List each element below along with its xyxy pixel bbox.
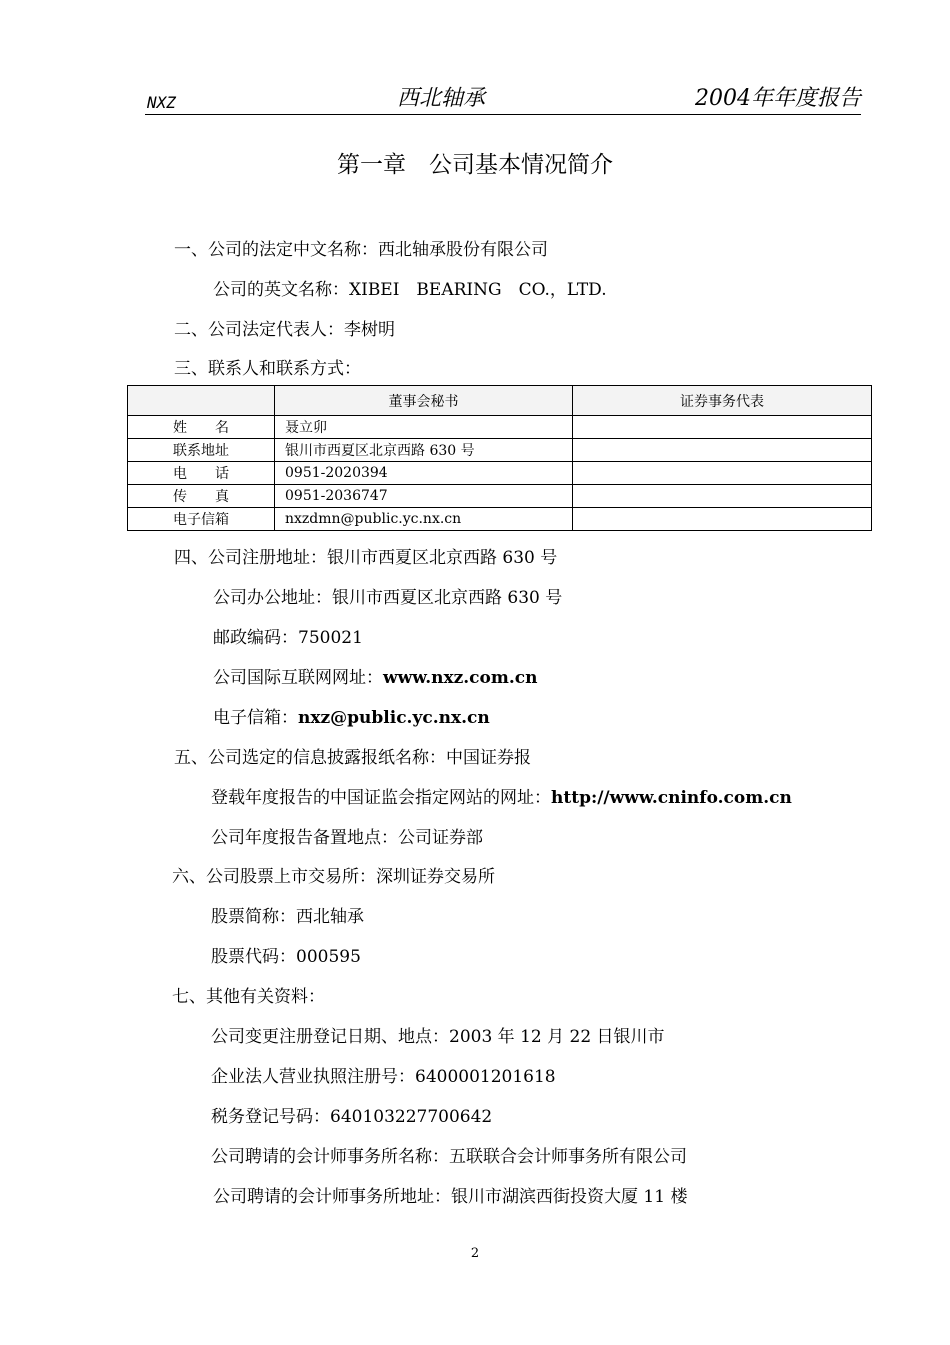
table-header-row	[128, 386, 872, 416]
chapter-title: 第一章 公司基本情况简介	[337, 152, 613, 178]
secretary-cell: nxzdmn@public.yc.nx.cn	[275, 508, 573, 531]
change-registration-line: 公司变更注册登记日期、地点：2003 年 12 月 22 日银川市	[211, 1027, 665, 1047]
legal-rep-line: 二、公司法定代表人：李树明	[174, 320, 395, 340]
table-header-cell	[128, 386, 275, 416]
stock-code-line: 股票代码：000595	[211, 947, 361, 967]
website-label: 公司国际互联网网址：	[213, 668, 383, 688]
contact-table	[127, 385, 872, 531]
rep-cell	[573, 508, 872, 531]
newspaper-line: 五、公司选定的信息披露报纸名称：中国证券报	[174, 748, 531, 768]
rep-cell	[573, 462, 872, 485]
table-row	[128, 485, 872, 508]
table-header-cell: 董事会秘书	[275, 386, 573, 416]
row-label: 姓 名	[128, 416, 275, 439]
secretary-cell: 聂立卯	[275, 416, 573, 439]
secretary-cell: 0951-2020394	[275, 462, 573, 485]
secretary-cell: 0951-2036747	[275, 485, 573, 508]
row-label: 联系地址	[128, 439, 275, 462]
accountant-address-line: 公司聘请的会计师事务所地址：银川市湖滨西街投资大厦 11 楼	[213, 1187, 688, 1207]
tax-line: 税务登记号码：640103227700642	[211, 1107, 493, 1127]
row-label: 电 话	[128, 462, 275, 485]
header-report-title: 2004年年度报告	[695, 86, 861, 111]
header-company-code: NXZ	[147, 93, 176, 112]
website-link[interactable]: www.nxz.com.cn	[383, 668, 538, 688]
email-link[interactable]: nxz@public.yc.nx.cn	[298, 708, 490, 728]
table-row	[128, 416, 872, 439]
other-heading: 七、其他有关资料：	[172, 987, 325, 1007]
rep-cell	[573, 439, 872, 462]
secretary-cell: 银川市西夏区北京西路 630 号	[275, 439, 573, 462]
site-link[interactable]: http://www.cninfo.com.cn	[551, 788, 792, 808]
stock-name-line: 股票简称：西北轴承	[211, 907, 364, 927]
row-label: 传 真	[128, 485, 275, 508]
archive-line: 公司年度报告备置地点：公司证券部	[211, 828, 483, 848]
header-company-name: 西北轴承	[397, 86, 486, 111]
row-label: 电子信箱	[128, 508, 275, 531]
chinese-name-line: 一、公司的法定中文名称：西北轴承股份有限公司	[174, 240, 548, 260]
english-name-line: 公司的英文名称：XIBEI BEARING CO.，LTD.	[213, 280, 607, 300]
page-header	[145, 82, 861, 115]
accountant-name-line: 公司聘请的会计师事务所名称：五联联合会计师事务所有限公司	[211, 1147, 687, 1167]
contact-heading: 三、联系人和联系方式：	[174, 359, 361, 379]
table-header-cell: 证券事务代表	[573, 386, 872, 416]
table-row	[128, 462, 872, 485]
registered-address-line: 四、公司注册地址：银川市西夏区北京西路 630 号	[174, 548, 558, 568]
site-label: 登载年度报告的中国证监会指定网站的网址：	[211, 788, 551, 808]
license-line: 企业法人营业执照注册号：6400001201618	[211, 1067, 556, 1087]
postal-code-line: 邮政编码：750021	[213, 628, 363, 648]
email-line	[213, 707, 490, 729]
page-number: 2	[470, 1246, 480, 1261]
website-line	[213, 667, 538, 689]
table-row	[128, 439, 872, 462]
exchange-line: 六、公司股票上市交易所：深圳证券交易所	[172, 867, 495, 887]
disclosure-site-line	[211, 787, 792, 809]
email-label: 电子信箱：	[213, 708, 298, 728]
rep-cell	[573, 485, 872, 508]
table-row	[128, 508, 872, 531]
rep-cell	[573, 416, 872, 439]
office-address-line: 公司办公地址：银川市西夏区北京西路 630 号	[213, 588, 563, 608]
